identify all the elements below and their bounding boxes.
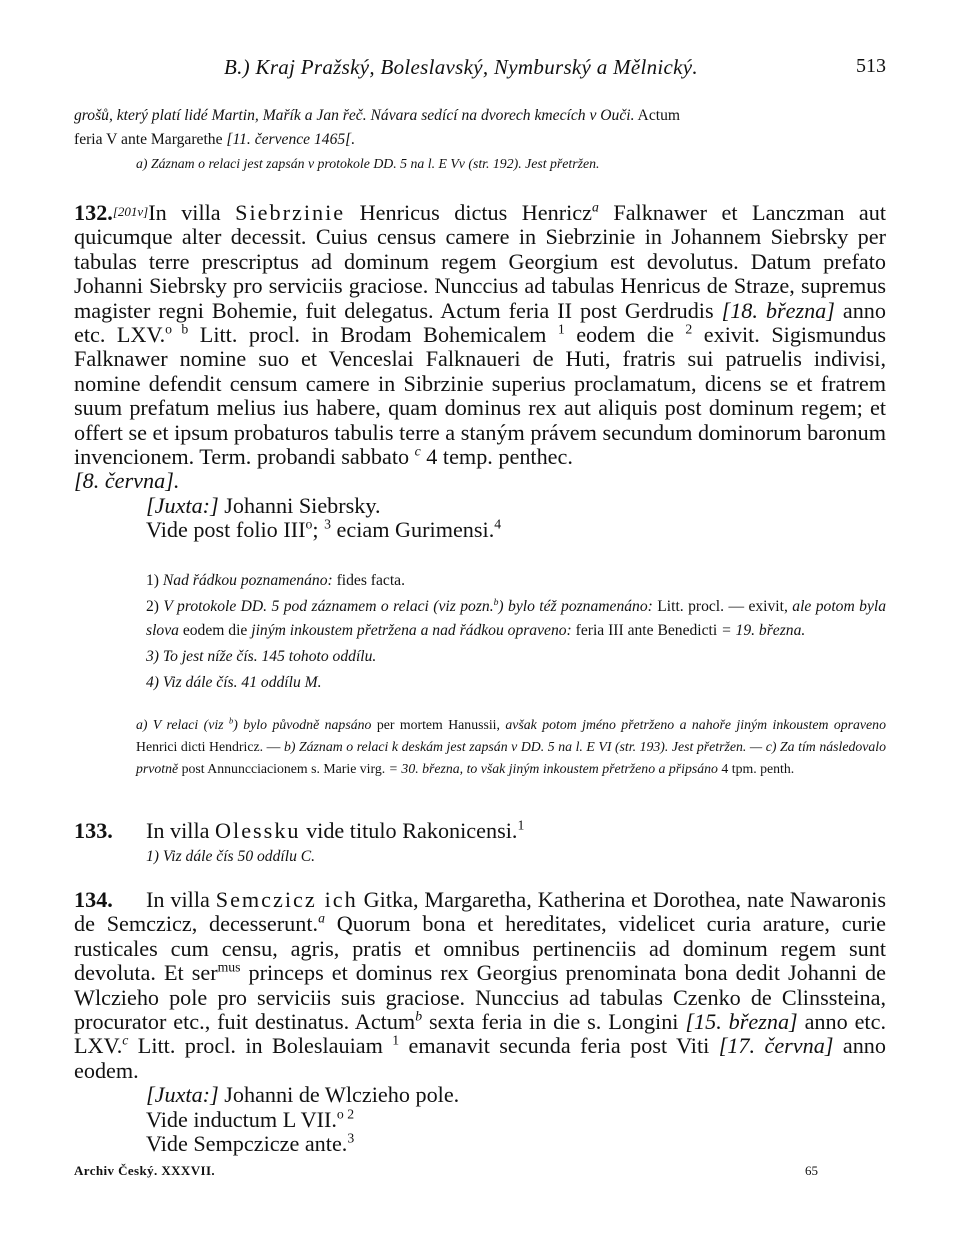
note-text: c) Za tím následovalo prvotně bbox=[136, 739, 886, 776]
footnote-label: 2) bbox=[146, 598, 164, 615]
entry-text: In villa bbox=[148, 200, 221, 225]
place-name: Semczicz ich bbox=[215, 887, 358, 912]
juxta-name: Johanni Siebrsky. bbox=[218, 492, 381, 518]
footer-publication: Archiv Český. XXXVII. bbox=[74, 1163, 216, 1178]
footnote-marker: 1 bbox=[557, 321, 565, 337]
note-text: = 30. března, to však jiným inkoustem přetrženo a připsáno bbox=[388, 761, 722, 776]
note-marker: a bbox=[318, 911, 325, 927]
running-header bbox=[74, 55, 886, 85]
footer-signature: 65 bbox=[805, 1163, 818, 1178]
footnote-marker: 4 bbox=[494, 516, 502, 532]
note-text: V relaci (viz bbox=[152, 717, 229, 732]
footnote-marker: 3 bbox=[324, 516, 331, 532]
footnote-text: Litt. procl. — exivit, bbox=[657, 598, 793, 615]
footnote-text: Nad řádkou poznamenáno: bbox=[162, 572, 337, 589]
entry-number: 132. bbox=[74, 200, 113, 225]
entry-text: anno etc. LXV. bbox=[74, 1009, 886, 1059]
entry-text: 4 temp. penthec. bbox=[420, 444, 573, 470]
entry-text: eodem die bbox=[564, 322, 686, 348]
entry-text: vide titulo Rakonicensi. bbox=[300, 818, 518, 843]
footnote-a-previous: a) Záznam o relaci jest zapsán v protokole DD. 5 na l. E Vv (str. 192). Jest přetržen. bbox=[136, 156, 600, 171]
cross-reference: eciam Gurimensi. bbox=[330, 517, 495, 543]
continuation-roman: Actum bbox=[634, 107, 680, 124]
footnote-text: feria III ante Benedicti bbox=[575, 622, 722, 639]
footnote-text: ) bylo též poznamenáno: bbox=[498, 598, 658, 615]
note-marker: b bbox=[493, 596, 499, 608]
footnote-marker: o 2 bbox=[336, 1106, 355, 1122]
folio-mark: [201v] bbox=[112, 204, 149, 219]
footnote-text: fides facta. bbox=[336, 572, 405, 589]
footnote-marker: 2 bbox=[685, 321, 693, 337]
entry-text: Henricus dictus Henricz bbox=[359, 200, 592, 225]
entry-133 bbox=[74, 819, 886, 843]
entry-text: sexta feria in die s. Longini bbox=[422, 1009, 686, 1035]
footnote-text: V protokole DD. 5 pod záznamem o relaci (viz pozn. bbox=[163, 598, 494, 615]
abbrev-marker: mus bbox=[217, 959, 241, 975]
note-marker: c bbox=[122, 1033, 129, 1049]
cross-reference: Vide post folio III bbox=[146, 517, 306, 543]
entry-132 bbox=[74, 200, 886, 543]
cross-reference: ; bbox=[312, 517, 325, 543]
entry-text: Falknawer et Lanczman aut quicumque alter decessit. Cuius census camere in Siebrzinie in Johannem Siebrsky per tabulas terre prescriptus ad dominum regem Georgium est devolutus. Datum prefato Johanni Siebrsky pro serviciis graciose. Nunccius ad tabulas Henricus de Straze, supremus magister regni Bohemie, fuit delegatus. Actum feria II post Gerdrudis bbox=[74, 200, 887, 323]
cross-reference: Vide Sempczicze ante. bbox=[146, 1131, 348, 1157]
sup-mark: o bbox=[305, 516, 313, 532]
note-text: Henrici dicti Hendricz. — bbox=[136, 739, 284, 754]
continuation-italic: grošů, který platí lidé Martin, Mařík a Jan řeč. Návara sedící na dvorech kmecích v Ouči. bbox=[74, 107, 635, 124]
previous-entry-continuation bbox=[74, 104, 886, 152]
footnote-marker: 1 bbox=[392, 1033, 400, 1049]
footnote-3: 3) To jest níže čís. 145 tohoto oddílu. bbox=[146, 648, 377, 665]
entry-text: In villa bbox=[146, 818, 216, 843]
juxta-label: [Juxta:] bbox=[146, 1082, 219, 1108]
date-note: [18. března] bbox=[721, 297, 835, 323]
place-name: Siebrzinie bbox=[235, 200, 346, 225]
note-label: a) bbox=[136, 717, 153, 732]
note-text: per mortem Hanussii, bbox=[376, 717, 506, 732]
entry-text: Quorum bona et hereditates, videlicet curia arature, curie rusticales cum censu, agris, pratis et omnibus pertinenciis ad dominum regem sunt devoluta. Et ser bbox=[74, 911, 886, 986]
notes-132-letters bbox=[74, 714, 886, 780]
note-marker: b bbox=[415, 1008, 423, 1024]
place-name: Olessku bbox=[215, 818, 301, 843]
entry-text: Gitka, Margaretha, Katherina et Dorothea, nate Nawaronis de Semczicz, decesserunt. bbox=[74, 887, 886, 937]
footnote-label: 1) bbox=[146, 572, 163, 589]
note-text: 4 tpm. penth. bbox=[721, 761, 795, 776]
entry-text: emanavit secunda feria post Viti bbox=[399, 1033, 719, 1059]
footnote-marker: 3 bbox=[347, 1130, 355, 1146]
entry-number: 134. bbox=[74, 887, 113, 912]
footnote-133: 1) Viz dále čís 50 oddílu C. bbox=[146, 848, 316, 865]
footnote-4: 4) Viz dále čís. 41 oddílu M. bbox=[146, 674, 322, 691]
footnotes-132 bbox=[74, 569, 886, 695]
entry-134 bbox=[74, 888, 886, 1156]
page-number: 513 bbox=[856, 55, 886, 77]
note-marker: b bbox=[228, 715, 234, 726]
note-marker: c bbox=[414, 443, 421, 459]
footnote-text: = 19. března. bbox=[721, 622, 806, 639]
date-note: [17. června] bbox=[718, 1033, 834, 1059]
footnote-marker: 1 bbox=[517, 817, 525, 833]
entry-text: Litt. procl. in Boleslauiam bbox=[128, 1033, 393, 1059]
note-marker: o b bbox=[165, 321, 189, 337]
date-note: [8. června]. bbox=[74, 468, 180, 494]
entry-text: anno etc. LXV. bbox=[74, 297, 886, 348]
note-text: ) bylo původně napsáno bbox=[233, 717, 377, 732]
footnote-text: ale potom byla slova bbox=[146, 598, 886, 639]
note-text: post Annuncciacionem s. Marie virg. bbox=[181, 761, 389, 776]
footnote-text: eodem die bbox=[182, 622, 252, 639]
entry-text: anno eodem. bbox=[74, 1033, 886, 1083]
entry-text: In villa bbox=[146, 887, 216, 912]
entry-number: 133. bbox=[74, 818, 113, 843]
entry-text: exivit. Sigismundus Falknawer nomine suo et Venceslai Falknaueri de Huti, fratris sui patruelis indivisi, nomine defendit censum camere in Sibrzinie superius proclamatum, dicens se et fratrem suum prefatum melius ius habere, quam dominus rex aut aliquis post dominum regem; et offert se et ipsum probaturos tabulis terre a staným právem secundum dominorum baronum invencionem. Term. probandi sabbato bbox=[74, 322, 886, 470]
header-title: B.) Kraj Pražský, Boleslavský, Nymburský a Mělnický. bbox=[224, 55, 698, 79]
entry-text: Litt. procl. in Brodam Bohemicalem bbox=[188, 322, 558, 348]
cross-reference: Vide inductum L VII. bbox=[146, 1106, 337, 1132]
entry-text: princeps et dominus rex Georgius prenominata bona dedit Johanni de Wlczieho pole pro serviciis suis graciose. Nunccius ad tabulas Czenko de Clinssteina, procurator etc., fuit destinatus. Actum bbox=[74, 960, 886, 1035]
continuation-date: [11. července 1465[. bbox=[226, 131, 356, 148]
note-text: avšak potom jméno přetrženo a nahoře jiným inkoustem opraveno bbox=[505, 717, 886, 732]
juxta-label: [Juxta:] bbox=[146, 492, 219, 518]
note-text: b) Záznam o relaci k deskám jest zapsán v DD. 5 na l. E VI (str. 193). Jest přetržen. — bbox=[283, 739, 766, 754]
juxta-name: Johanni de Wlczieho pole. bbox=[218, 1082, 460, 1108]
date-note: [15. března] bbox=[685, 1009, 798, 1035]
continuation-date-text: feria V ante Margarethe bbox=[74, 131, 227, 148]
footnote-text: jiným inkoustem přetržena a nad řádkou opraveno: bbox=[251, 622, 576, 639]
note-marker: a bbox=[591, 199, 599, 215]
